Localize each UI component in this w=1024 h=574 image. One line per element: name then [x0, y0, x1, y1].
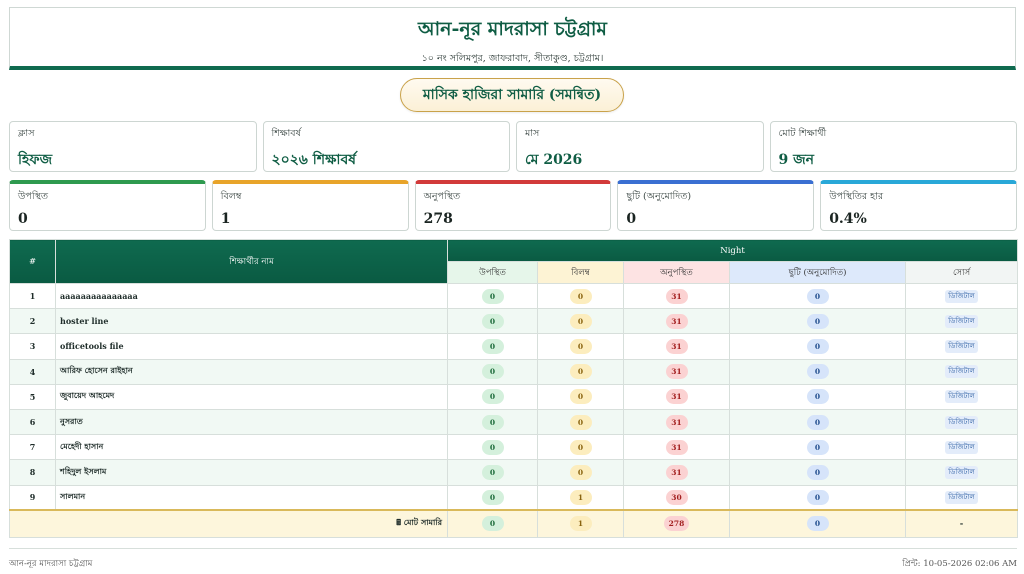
- source-badge: ডিজিটাল: [945, 441, 977, 454]
- table-row: [10, 334, 1018, 359]
- total-leave: 0: [807, 516, 829, 531]
- info-value: ২০২৬ শিক্ষাবর্ষ: [271, 152, 356, 168]
- total-label: 🖩 মোট সামারি: [10, 510, 448, 537]
- school-header: [9, 7, 1016, 70]
- source-badge: ডিজিটাল: [945, 466, 977, 479]
- student-name: aaaaaaaaaaaaaaa: [56, 284, 448, 309]
- present-count: 0: [482, 490, 504, 505]
- table-row: [10, 485, 1018, 510]
- stat-card-absent: [415, 180, 612, 231]
- stat-value: 0: [626, 211, 637, 227]
- footer-school-name: আন-নূর মাদরাসা চট্টগ্রাম: [9, 559, 93, 569]
- late-count: 0: [570, 440, 592, 455]
- stat-card-present: [9, 180, 206, 231]
- row-index: 2: [10, 309, 56, 334]
- info-card-month: [516, 121, 764, 172]
- school-address: ১০ নং সলিমপুর, জাফরাবাদ, সীতাকুণ্ড, চট্টগ্রাম।: [421, 53, 604, 64]
- source-badge: ডিজিটাল: [945, 315, 977, 328]
- late-count: 0: [570, 465, 592, 480]
- stat-value: 0: [18, 211, 28, 227]
- stat-value: 278: [423, 211, 453, 227]
- col-late-header: বিলম্ব: [538, 262, 624, 284]
- late-count: 0: [570, 289, 592, 304]
- late-count: 0: [570, 339, 592, 354]
- absent-count: 31: [666, 339, 688, 354]
- present-count: 0: [482, 339, 504, 354]
- student-name: শহিদুল ইসলাম: [56, 460, 448, 485]
- present-count: 0: [482, 289, 504, 304]
- stat-label: উপস্থিত: [18, 191, 48, 202]
- leave-count: 0: [807, 465, 829, 480]
- table-row: [10, 460, 1018, 485]
- info-value: 9 জন: [778, 152, 814, 168]
- info-label: ক্লাস: [18, 128, 35, 139]
- leave-count: 0: [807, 490, 829, 505]
- info-card-year: [263, 121, 511, 172]
- total-row: [10, 510, 1018, 537]
- student-name: সালমান: [56, 485, 448, 510]
- student-name: মেহেদী হাসান: [56, 435, 448, 460]
- absent-count: 31: [666, 364, 688, 379]
- page-footer: [9, 548, 1017, 571]
- leave-count: 0: [807, 415, 829, 430]
- col-present-header: উপস্থিত: [448, 262, 538, 284]
- present-count: 0: [482, 465, 504, 480]
- info-card-class: [9, 121, 257, 172]
- table-row: [10, 284, 1018, 309]
- session-header: Night: [448, 240, 1018, 262]
- present-count: 0: [482, 389, 504, 404]
- leave-count: 0: [807, 440, 829, 455]
- table-row: [10, 384, 1018, 409]
- absent-count: 31: [666, 314, 688, 329]
- leave-count: 0: [807, 289, 829, 304]
- col-absent-header: অনুপস্থিত: [624, 262, 730, 284]
- total-present: 0: [482, 516, 504, 531]
- row-index: 4: [10, 359, 56, 384]
- attendance-table: [9, 239, 1018, 538]
- table-row: [10, 309, 1018, 334]
- row-index: 5: [10, 384, 56, 409]
- info-cards: [9, 121, 1017, 172]
- late-count: 0: [570, 364, 592, 379]
- source-badge: ডিজিটাল: [945, 416, 977, 429]
- absent-count: 30: [666, 490, 688, 505]
- student-name: নুসরাত: [56, 409, 448, 434]
- col-source-header: সোর্স: [906, 262, 1018, 284]
- stat-value: 0.4%: [829, 211, 867, 227]
- leave-count: 0: [807, 339, 829, 354]
- col-leave-header: ছুটি (অনুমোদিত): [730, 262, 906, 284]
- table-row: [10, 435, 1018, 460]
- col-name-header: শিক্ষার্থীর নাম: [56, 240, 448, 284]
- row-index: 7: [10, 435, 56, 460]
- stat-label: ছুটি (অনুমোদিত): [626, 191, 692, 202]
- absent-count: 31: [666, 465, 688, 480]
- total-late: 1: [570, 516, 592, 531]
- row-index: 3: [10, 334, 56, 359]
- present-count: 0: [482, 364, 504, 379]
- source-badge: ডিজিটাল: [945, 491, 977, 504]
- total-source: -: [906, 510, 1018, 537]
- stat-label: অনুপস্থিত: [423, 191, 461, 202]
- leave-count: 0: [807, 389, 829, 404]
- stat-cards: [9, 180, 1017, 231]
- source-badge: ডিজিটাল: [945, 340, 977, 353]
- late-count: 0: [570, 415, 592, 430]
- stat-card-late: [212, 180, 409, 231]
- row-index: 8: [10, 460, 56, 485]
- leave-count: 0: [807, 364, 829, 379]
- footer-print-time: প্রিন্ট: 10-05-2026 02:06 AM: [902, 559, 1017, 569]
- row-index: 9: [10, 485, 56, 510]
- info-value: মে 2026: [525, 152, 583, 168]
- absent-count: 31: [666, 389, 688, 404]
- student-name: officetools file: [56, 334, 448, 359]
- present-count: 0: [482, 314, 504, 329]
- source-badge: ডিজিটাল: [945, 390, 977, 403]
- late-count: 0: [570, 389, 592, 404]
- present-count: 0: [482, 415, 504, 430]
- col-index-header: #: [10, 240, 56, 284]
- absent-count: 31: [666, 440, 688, 455]
- leave-count: 0: [807, 314, 829, 329]
- source-badge: ডিজিটাল: [945, 365, 977, 378]
- report-title-badge: মাসিক হাজিরা সামারি (সমন্বিত): [400, 78, 624, 112]
- table-row: [10, 409, 1018, 434]
- info-card-total-students: [770, 121, 1018, 172]
- info-value: হিফজ: [18, 152, 53, 168]
- student-name: জুবায়েদ আহমেদ: [56, 384, 448, 409]
- stat-value: 1: [220, 211, 231, 227]
- total-absent: 278: [664, 516, 690, 531]
- info-label: মোট শিক্ষার্থী: [778, 128, 827, 139]
- stat-label: উপস্থিতির হার: [829, 191, 884, 202]
- row-index: 6: [10, 409, 56, 434]
- absent-count: 31: [666, 415, 688, 430]
- table-row: [10, 359, 1018, 384]
- student-name: hoster line: [56, 309, 448, 334]
- stat-card-rate: [820, 180, 1017, 231]
- table-body: [10, 284, 1018, 511]
- attendance-table-wrapper: [9, 239, 1017, 538]
- row-index: 1: [10, 284, 56, 309]
- late-count: 0: [570, 314, 592, 329]
- stat-card-leave: [617, 180, 814, 231]
- info-label: শিক্ষাবর্ষ: [271, 128, 301, 139]
- student-name: আরিফ হোসেন রাইহান: [56, 359, 448, 384]
- stat-label: বিলম্ব: [220, 191, 242, 202]
- info-label: মাস: [525, 128, 540, 139]
- late-count: 1: [570, 490, 592, 505]
- school-name: আন-নূর মাদরাসা চট্টগ্রাম: [417, 18, 607, 40]
- absent-count: 31: [666, 289, 688, 304]
- source-badge: ডিজিটাল: [945, 290, 977, 303]
- present-count: 0: [482, 440, 504, 455]
